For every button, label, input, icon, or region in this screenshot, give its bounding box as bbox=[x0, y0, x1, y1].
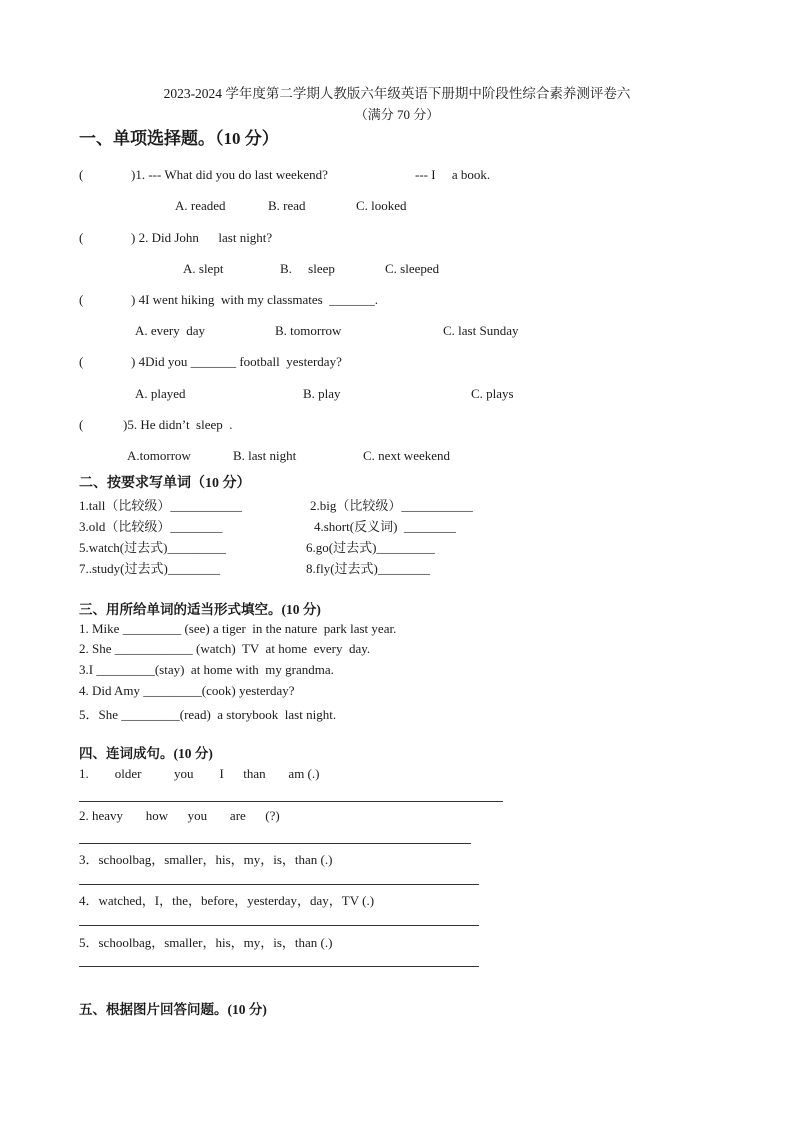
q4-option-b: B. play bbox=[303, 386, 341, 401]
s2-item-1: 1.tall（比较级）___________ bbox=[79, 498, 242, 513]
s3-item-2: 2. She ____________ (watch) TV at home every day. bbox=[79, 641, 371, 656]
answer-line bbox=[79, 966, 479, 967]
q4-option-a: A. played bbox=[135, 386, 186, 401]
q5-option-a: A.tomorrow bbox=[127, 448, 191, 463]
q3-option-c: C. last Sunday bbox=[443, 323, 519, 338]
q3-option-a: A. every day bbox=[135, 323, 206, 338]
answer-line bbox=[79, 925, 479, 926]
q5-paren: ( bbox=[79, 417, 84, 432]
s2-item-8: 8.fly(过去式)________ bbox=[306, 561, 430, 576]
q2-option-c: C. sleeped bbox=[385, 261, 440, 276]
s2-item-5: 5.watch(过去式)_________ bbox=[79, 540, 226, 555]
q2-option-a: A. slept bbox=[183, 261, 224, 276]
s2-item-3: 3.old（比较级）________ bbox=[79, 519, 223, 534]
s2-item-6: 6.go(过去式)_________ bbox=[306, 540, 435, 555]
q5-option-b: B. last night bbox=[233, 448, 297, 463]
answer-line bbox=[79, 843, 471, 844]
section5-heading: 五、根据图片回答问题。(10 分) bbox=[79, 1002, 267, 1017]
s3-item-5: 5．She _________(read) a storybook last night. bbox=[79, 707, 337, 722]
q1-option-b: B. read bbox=[268, 198, 306, 213]
section2-heading: 二、按要求写单词（10 分） bbox=[79, 476, 251, 491]
q4-option-c: C. plays bbox=[471, 386, 514, 401]
s4-item-3: 3．schoolbag，smaller，his，my，is，than (.) bbox=[79, 852, 333, 867]
q2-option-b: B. sleep bbox=[280, 261, 335, 276]
q5-question: )5. He didn’t sleep . bbox=[123, 417, 233, 432]
s2-item-7: 7..study(过去式)________ bbox=[79, 561, 220, 576]
s4-item-5: 5．schoolbag，smaller，his，my，is，than (.) bbox=[79, 935, 333, 950]
s3-item-3: 3.I _________(stay) at home with my grandma. bbox=[79, 662, 334, 677]
s3-item-4: 4. Did Amy _________(cook) yesterday? bbox=[79, 683, 295, 698]
s3-item-1: 1. Mike _________ (see) a tiger in the nature park last year. bbox=[79, 621, 397, 636]
section3-heading: 三、用所给单词的适当形式填空。(10 分) bbox=[79, 602, 321, 617]
q2-paren: ( bbox=[79, 230, 84, 245]
q4-paren: ( bbox=[79, 354, 84, 369]
answer-line bbox=[79, 884, 479, 885]
page-subtitle: （满分 70 分） bbox=[354, 107, 440, 122]
q1-paren: ( bbox=[79, 167, 84, 182]
section4-heading: 四、连词成句。(10 分) bbox=[79, 746, 213, 761]
q5-option-c: C. next weekend bbox=[363, 448, 451, 463]
s4-item-2: 2. heavy how you are (?) bbox=[79, 808, 280, 823]
q4-question: ) 4Did you _______ football yesterday? bbox=[131, 354, 342, 369]
s4-item-4: 4．watched，I，the，before，yesterday，day，TV (.) bbox=[79, 893, 375, 908]
q1-option-c: C. looked bbox=[356, 198, 407, 213]
page-title: 2023-2024 学年度第二学期人教版六年级英语下册期中阶段性综合素养测评卷六 bbox=[163, 86, 631, 101]
s2-item-2: 2.big（比较级）___________ bbox=[310, 498, 473, 513]
answer-line bbox=[79, 801, 503, 802]
q2-question: ) 2. Did John last night? bbox=[131, 230, 273, 245]
q1-answer-stub: --- I a book. bbox=[415, 167, 491, 182]
s2-item-4: 4.short(反义词) ________ bbox=[314, 519, 456, 534]
s4-item-1: 1. older you I than am (.) bbox=[79, 766, 320, 781]
q3-question: ) 4I went hiking with my classmates _______. bbox=[131, 292, 378, 307]
q1-option-a: A. readed bbox=[175, 198, 226, 213]
q3-option-b: B. tomorrow bbox=[275, 323, 342, 338]
q3-paren: ( bbox=[79, 292, 84, 307]
q1-question: )1. --- What did you do last weekend? bbox=[131, 167, 328, 182]
section1-heading: 一、单项选择题。（10 分） bbox=[79, 129, 279, 148]
